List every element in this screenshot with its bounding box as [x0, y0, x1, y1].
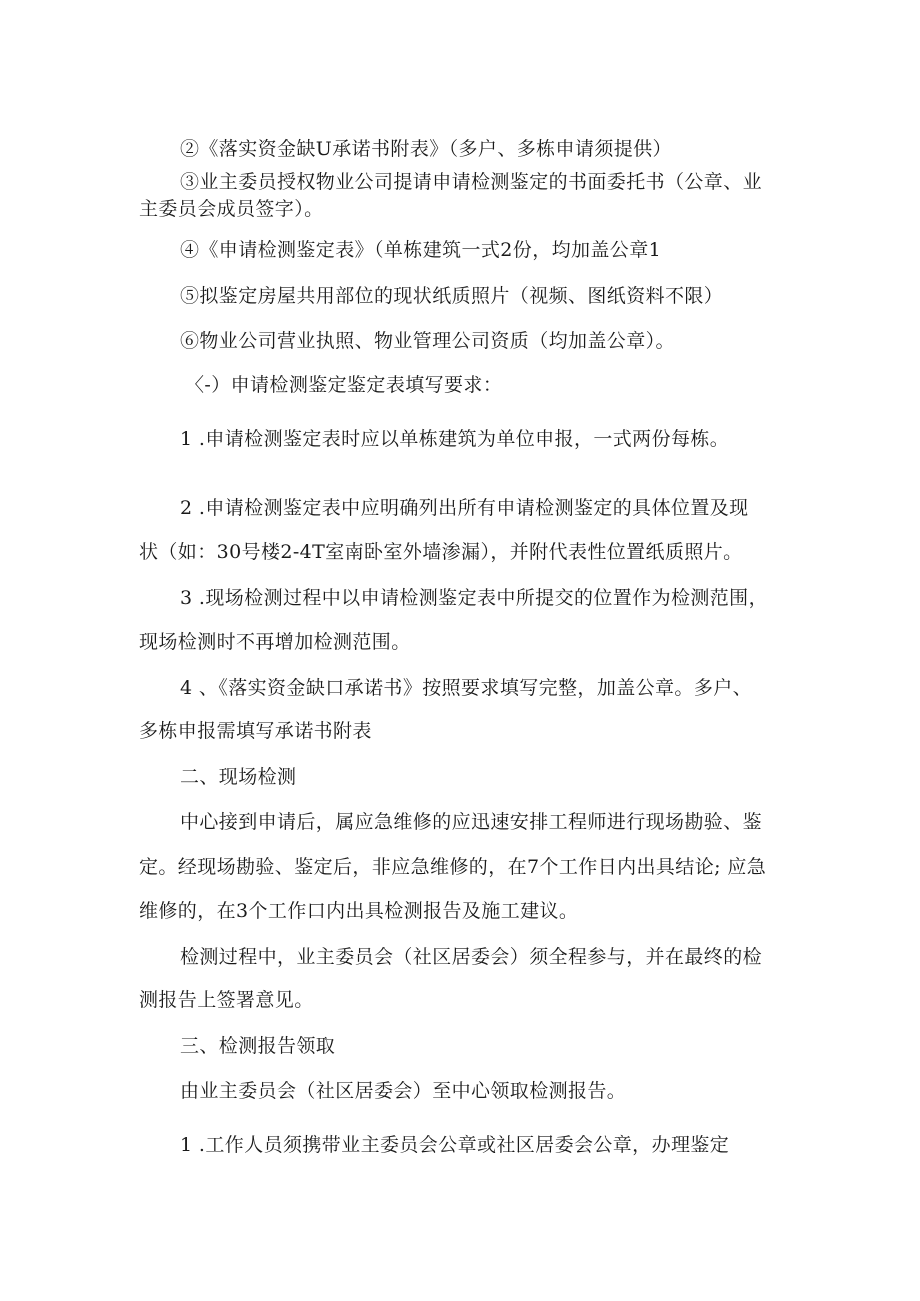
paragraph-line: 主委员会成员签字）。 [139, 198, 324, 220]
paragraph-line: ④《申请检测鉴定表》（单栋建筑一式2份，均加盖公章1 [180, 239, 662, 261]
paragraph-line: 维修的，在3个工作口内出具检测报告及施工建议。 [139, 900, 579, 922]
paragraph-line: ②《落实资金缺U承诺书附表》（多户、多栋申请须提供） [180, 138, 672, 160]
paragraph-line: 定。经现场勘验、鉴定后，非应急维修的，在7个工作日内出具结论; 应急 [139, 856, 767, 878]
section-heading: 〈-）申请检测鉴定鉴定表填写要求： [185, 374, 503, 396]
paragraph-line: 由业主委员会（社区居委会）至中心领取检测报告。 [180, 1080, 627, 1102]
paragraph-line: 3 .现场检测过程中以申请检测鉴定表中所提交的位置作为检测范围， [180, 587, 768, 609]
paragraph-line: 检测过程中，业主委员会（社区居委会）须全程参与，并在最终的检 [180, 946, 763, 968]
paragraph-line: ⑤拟鉴定房屋共用部位的现状纸质照片（视频、图纸资料不限） [180, 285, 724, 307]
paragraph-line: 多栋申报需填写承诺书附表 [139, 720, 372, 742]
paragraph-line: 1 .工作人员须携带业主委员会公章或社区居委会公章，办理鉴定 [180, 1134, 730, 1156]
paragraph-line: 1 .申请检测鉴定表时应以单栋建筑为单位申报，一式两份每栋。 [180, 428, 730, 450]
section-heading: 三、检测报告领取 [180, 1035, 336, 1057]
paragraph-line: 现场检测时不再增加检测范围。 [139, 631, 411, 653]
paragraph-line: 4 、《落实资金缺口承诺书》按照要求填写完整，加盖公章。多户、 [180, 677, 753, 699]
paragraph-line: ③业主委员授权物业公司提请申请检测鉴定的书面委托书（公章、业 [180, 171, 763, 193]
paragraph-line: 2 .申请检测鉴定表中应明确列出所有申请检测鉴定的具体位置及现 [180, 497, 749, 519]
paragraph-line: 状（如：30号楼2-4T室南卧室外墙渗漏），并附代表性位置纸质照片。 [139, 541, 743, 563]
section-heading: 二、现场检测 [180, 766, 297, 788]
paragraph-line: ⑥物业公司营业执照、物业管理公司资质（均加盖公章）。 [180, 330, 675, 352]
paragraph-line: 中心接到申请后，属应急维修的应迅速安排工程师进行现场勘验、鉴 [180, 811, 763, 833]
paragraph-line: 测报告上签署意见。 [139, 989, 314, 1011]
